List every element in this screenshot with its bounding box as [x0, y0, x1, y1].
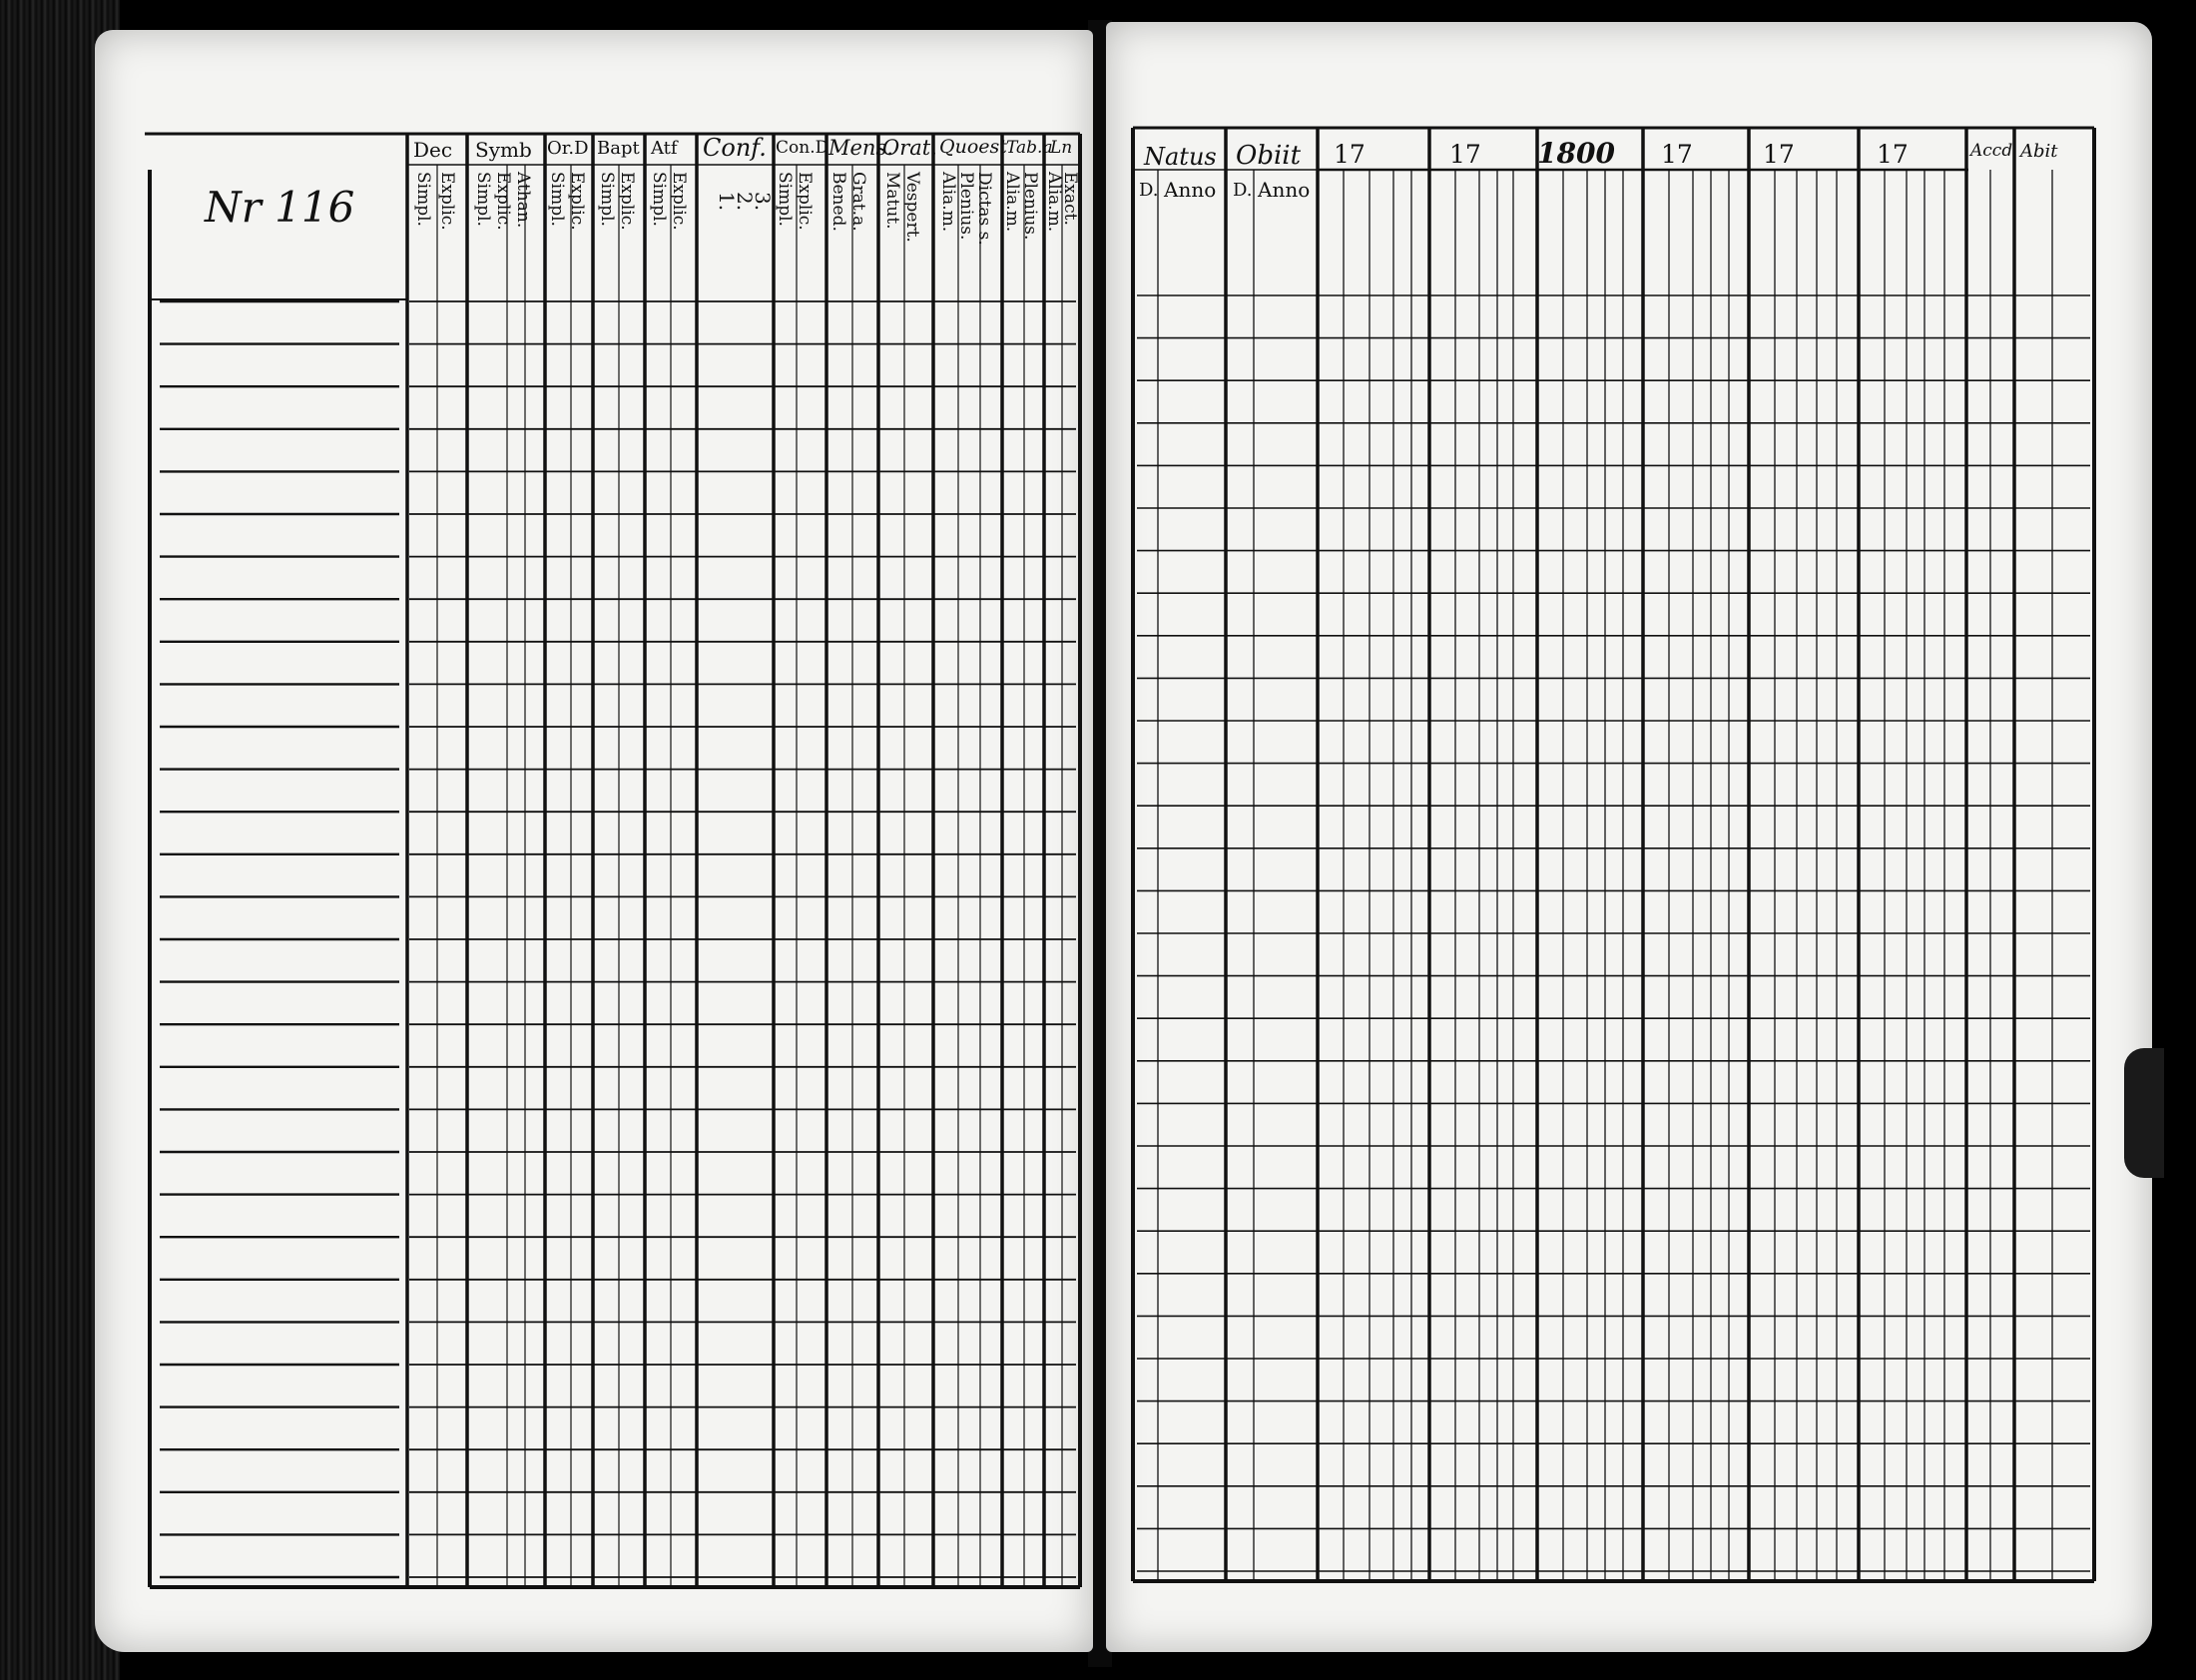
col-header-obiit: Obiit	[1236, 141, 1302, 171]
sub-conf-1: 1.	[715, 192, 739, 212]
col-header-year-4: 17	[1661, 140, 1693, 169]
sub-conf-2: 2.	[733, 192, 757, 212]
col-header-atf: Atf	[651, 138, 678, 159]
sub-quoest-plenius: Plenius.	[956, 172, 976, 241]
sub-taba-plenius: Plenius.	[1020, 172, 1040, 241]
col-header-ord: Or.D	[547, 138, 589, 159]
col-header-mens: Mens.	[828, 136, 893, 160]
sub-natus-anno: Anno	[1164, 178, 1217, 202]
col-header-accd: Accd	[1970, 141, 2013, 161]
col-header-abit: Abit	[2020, 141, 2058, 162]
sub-bapt-explic: Explic.	[617, 172, 637, 231]
record-number: Nr 116	[205, 183, 355, 232]
sub-quoest-dictas: Dictas s.	[974, 172, 994, 246]
col-header-natus: Natus	[1144, 143, 1217, 171]
col-header-year-1: 17	[1334, 140, 1366, 169]
col-header-taba: Tab.a	[1006, 138, 1053, 158]
sub-orat-matut: Matut.	[882, 172, 902, 230]
col-header-year-6: 17	[1877, 140, 1909, 169]
sub-ord-explic: Explic.	[567, 172, 587, 231]
col-header-orat: Orat.	[882, 136, 937, 160]
sub-symb-explic: Explic.	[493, 172, 513, 231]
col-header-symb: Symb	[475, 138, 532, 162]
sub-natus-d: D.	[1139, 180, 1159, 201]
col-header-year-2: 17	[1449, 140, 1481, 169]
sub-orat-vespert: Vespert.	[902, 172, 922, 243]
col-header-dec: Dec	[413, 138, 453, 162]
sub-obiit-anno: Anno	[1258, 178, 1311, 202]
sub-quoest-aliam: Alia.m.	[938, 172, 958, 233]
col-header-cond: Con.D	[776, 138, 829, 158]
sub-dec-simpl: Simpl.	[413, 172, 433, 227]
sub-symb-simpl: Simpl.	[473, 172, 493, 227]
sub-cond-simpl: Simpl.	[775, 172, 795, 227]
sub-mens-grata: Grat.a.	[848, 172, 868, 232]
sub-ln-aliam: Alia.m.	[1044, 172, 1064, 233]
sub-ln-exact: Exact.	[1060, 172, 1080, 226]
col-header-year-3: 1800	[1537, 137, 1615, 170]
col-header-quoest: Quoest	[939, 136, 1007, 158]
sub-ord-simpl: Simpl.	[547, 172, 567, 227]
sub-cond-explic: Explic.	[795, 172, 815, 231]
sub-atf-simpl: Simpl.	[649, 172, 669, 227]
sub-conf-3: 3.	[751, 192, 775, 212]
sub-obiit-d: D.	[1233, 180, 1253, 201]
sub-atf-explic: Explic.	[669, 172, 689, 231]
sub-dec-explic: Explic.	[437, 172, 457, 231]
col-header-ln: Ln	[1050, 138, 1073, 158]
sub-taba-aliam: Alia.m.	[1002, 172, 1022, 233]
col-header-conf: Conf.	[703, 134, 767, 162]
sub-symb-athan: Athan.	[513, 172, 533, 229]
sub-mens-bened: Bened.	[828, 172, 848, 232]
sub-bapt-simpl: Simpl.	[597, 172, 617, 227]
col-header-bapt: Bapt	[597, 138, 640, 159]
col-header-year-5: 17	[1763, 140, 1795, 169]
